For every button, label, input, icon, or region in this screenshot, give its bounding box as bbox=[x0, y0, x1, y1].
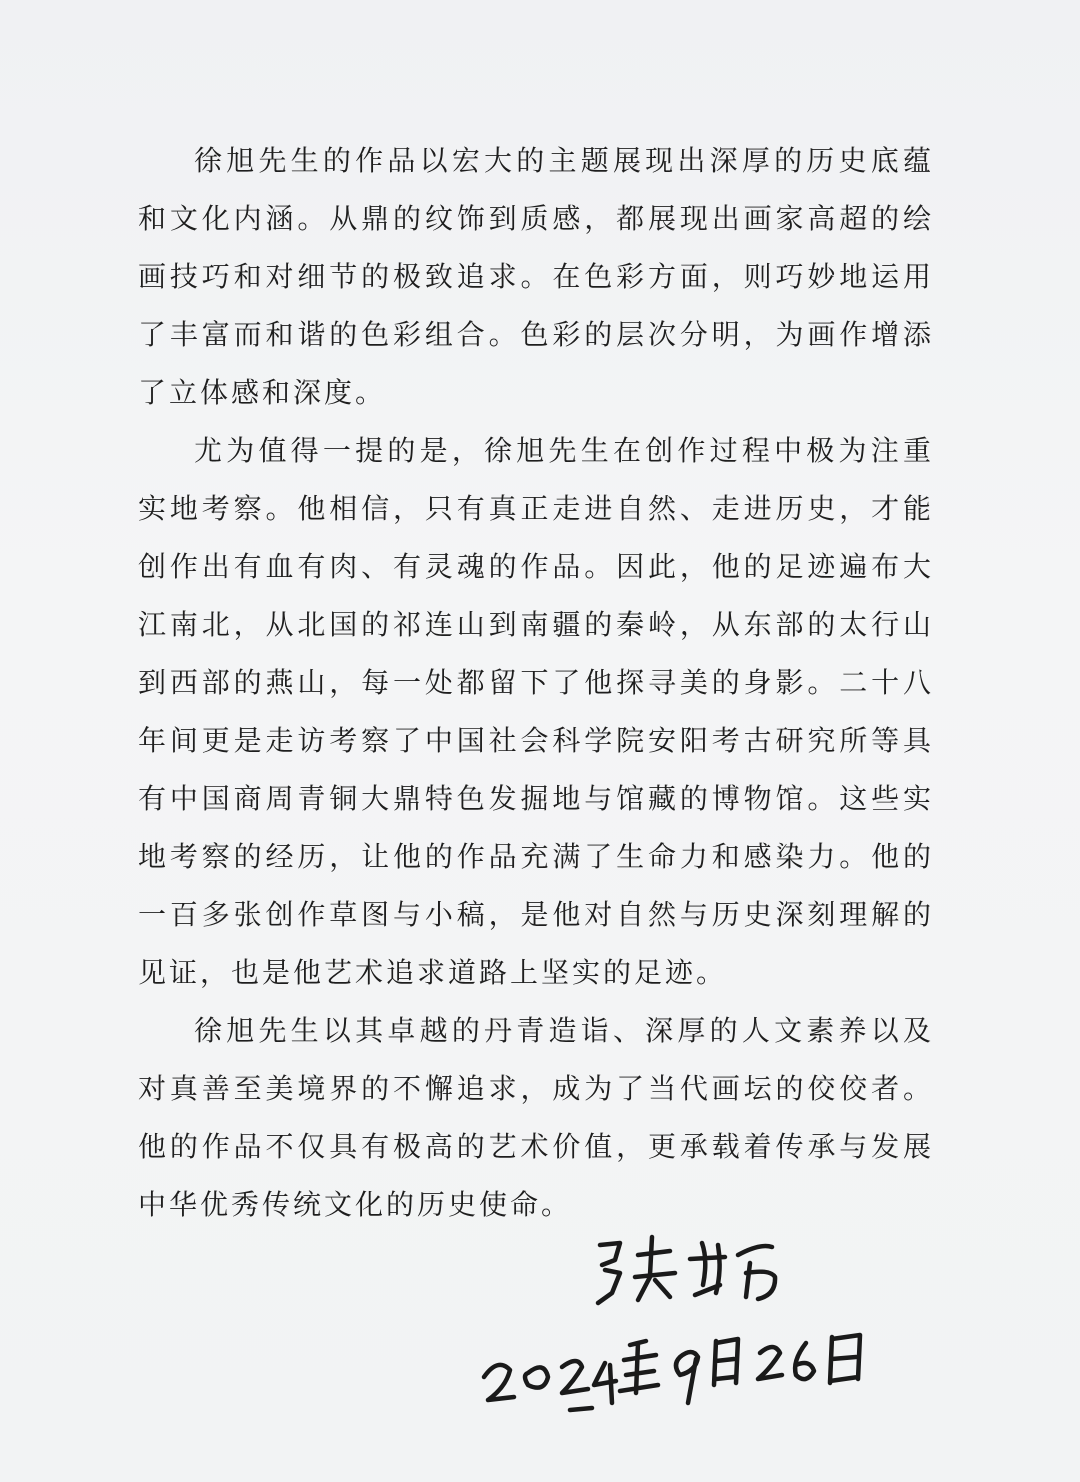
paragraph-2: 尤为值得一提的是，徐旭先生在创作过程中极为注重实地考察。他相信，只有真正走进自然、走进历史，才能创作出有血有肉、有灵魂的作品。因此，他的足迹遍布大江南北，从北国的祁连山到南疆的秦岭，从东部的太行山到西部的燕山，每一处都留下了他探寻美的身影。二十八年间更是走访考察了中国社会科学院安阳考古研究所等具有中国商周青铜大鼎特色发掘地与馆藏的博物馆。这些实地考察的经历，让他的作品充满了生命力和感染力。他的一百多张创作草图与小稿，是他对自然与历史深刻理解的见证，也是他艺术追求道路上坚实的足迹。 bbox=[138, 434, 934, 989]
paragraph-3: 徐旭先生以其卓越的丹青造诣、深厚的人文素养以及对真善至美境界的不懈追求，成为了当代画坛的佼佼者。他的作品不仅具有极高的艺术价值，更承载着传承与发展中华优秀传统文化的历史使命。 bbox=[138, 1014, 934, 1221]
signature-drawing bbox=[470, 1215, 890, 1415]
paragraph-1: 徐旭先生的作品以宏大的主题展现出深厚的历史底蕴和文化内涵。从鼎的纹饰到质感，都展现出画家高超的绘画技巧和对细节的极致追求。在色彩方面，则巧妙地运用了丰富而和谐的色彩组合。色彩的层次分明，为画作增添了立体感和深度。 bbox=[138, 144, 934, 409]
letter-body bbox=[138, 132, 934, 1234]
handwritten-signature bbox=[470, 1215, 890, 1415]
